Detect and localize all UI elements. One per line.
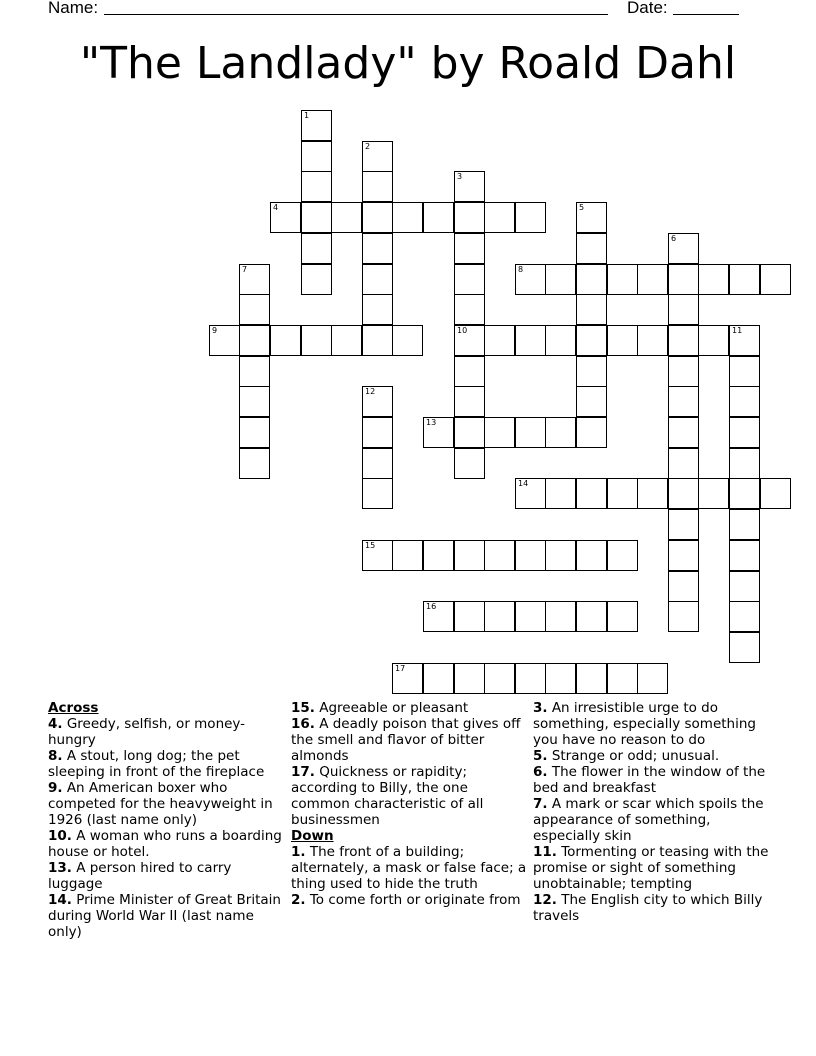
grid-cell[interactable] [515, 663, 546, 694]
grid-cell[interactable] [362, 233, 393, 264]
clue-text: A person hired to carry luggage [48, 860, 232, 892]
clues-column-3 [533, 700, 773, 924]
grid-cell[interactable] [301, 141, 332, 172]
down-clue [291, 892, 529, 908]
grid-cell[interactable] [668, 417, 699, 448]
grid-cell[interactable] [576, 202, 607, 233]
grid-cell[interactable] [545, 325, 576, 356]
grid-cell[interactable] [637, 663, 668, 694]
grid-cell[interactable] [301, 264, 332, 295]
grid-cell[interactable] [331, 325, 362, 356]
clue-number-label: 17. [291, 764, 315, 780]
grid-cell[interactable] [301, 110, 332, 141]
grid-cell[interactable] [729, 478, 760, 509]
grid-cell[interactable] [637, 478, 668, 509]
grid-cell[interactable] [362, 448, 393, 479]
grid-cell[interactable] [515, 540, 546, 571]
grid-cell[interactable] [484, 325, 515, 356]
grid-cell[interactable] [484, 202, 515, 233]
grid-cell[interactable] [576, 540, 607, 571]
grid-cell[interactable] [515, 264, 546, 295]
clue-number: 1 [304, 111, 310, 120]
grid-cell[interactable] [484, 663, 515, 694]
grid-cell[interactable] [637, 264, 668, 295]
grid-cell[interactable] [239, 294, 270, 325]
clue-text: The front of a building; alternately, a mask or false face; a thing used to hide the truth [291, 844, 527, 892]
clue-text: Agreeable or pleasant [314, 700, 469, 716]
grid-cell[interactable] [239, 417, 270, 448]
grid-cell[interactable] [362, 386, 393, 417]
across-clue [48, 780, 288, 828]
down-clue [533, 844, 773, 892]
grid-cell[interactable] [576, 356, 607, 387]
grid-cell[interactable] [362, 171, 393, 202]
grid-cell[interactable] [362, 540, 393, 571]
grid-cell[interactable] [607, 325, 638, 356]
clue-number-label: 5. [533, 748, 548, 764]
grid-cell[interactable] [484, 417, 515, 448]
grid-cell[interactable] [729, 417, 760, 448]
grid-cell[interactable] [515, 325, 546, 356]
grid-cell[interactable] [576, 417, 607, 448]
clue-number-label: 7. [533, 796, 548, 812]
grid-cell[interactable] [362, 141, 393, 172]
clue-text: A stout, long dog; the pet sleeping in front of the fireplace [48, 748, 265, 780]
grid-cell[interactable] [392, 540, 423, 571]
name-label: Name: [48, 0, 99, 17]
grid-cell[interactable] [392, 202, 423, 233]
grid-cell[interactable] [301, 202, 332, 233]
grid-cell[interactable] [362, 417, 393, 448]
grid-cell[interactable] [729, 386, 760, 417]
grid-cell[interactable] [668, 386, 699, 417]
clue-number: 13 [426, 418, 437, 427]
down-clue [533, 748, 773, 764]
clue-text: An American boxer who competed for the heavyweight in 1926 (last name only) [48, 780, 273, 828]
across-clue-list [48, 716, 288, 940]
clue-number: 3 [457, 172, 463, 181]
grid-cell[interactable] [607, 663, 638, 694]
grid-cell[interactable] [760, 478, 791, 509]
clue-text: A deadly poison that gives off the smell and flavor of bitter almonds [291, 716, 521, 764]
clue-text: To come forth or originate from [305, 892, 521, 908]
date-label: Date: [627, 0, 668, 17]
page-title: "The Landlady" by Roald Dahl [79, 38, 737, 89]
grid-cell[interactable] [668, 509, 699, 540]
down-clue-list [291, 844, 529, 908]
grid-cell[interactable] [545, 478, 576, 509]
clue-number-label: 9. [48, 780, 63, 796]
across-clue [291, 716, 529, 764]
across-clue [48, 892, 288, 940]
clue-text: Greedy, selfish, or money-hungry [48, 716, 246, 748]
clues-section [0, 700, 816, 1040]
grid-cell[interactable] [668, 601, 699, 632]
grid-cell[interactable] [209, 325, 240, 356]
grid-cell[interactable] [729, 632, 760, 663]
clue-text: Prime Minister of Great Britain during World War II (last name only) [48, 892, 281, 940]
grid-cell[interactable] [301, 325, 332, 356]
clue-text: A mark or scar which spoils the appearance of something, especially skin [533, 796, 764, 844]
clue-number: 12 [365, 387, 376, 396]
clue-number: 10 [457, 326, 468, 335]
grid-cell[interactable] [239, 386, 270, 417]
across-clue [48, 860, 288, 892]
across-heading: Across [48, 700, 99, 716]
clues-column-2 [291, 700, 529, 908]
grid-cell[interactable] [270, 325, 301, 356]
grid-cell[interactable] [423, 202, 454, 233]
clue-text: An irresistible urge to do something, especially something you have no reason to do [533, 700, 756, 748]
grid-cell[interactable] [454, 264, 485, 295]
grid-cell[interactable] [392, 663, 423, 694]
grid-cell[interactable] [301, 171, 332, 202]
grid-cell[interactable] [729, 540, 760, 571]
clue-number: 17 [395, 664, 406, 673]
clue-number-label: 6. [533, 764, 548, 780]
down-clue [291, 844, 529, 892]
across-clue [291, 700, 529, 716]
grid-cell[interactable] [668, 540, 699, 571]
clue-number-label: 14. [48, 892, 72, 908]
grid-cell[interactable] [454, 171, 485, 202]
grid-cell[interactable] [301, 233, 332, 264]
grid-cell[interactable] [515, 601, 546, 632]
grid-cell[interactable] [454, 601, 485, 632]
grid-cell[interactable] [698, 478, 729, 509]
grid-cell[interactable] [729, 264, 760, 295]
clue-number-label: 16. [291, 716, 315, 732]
grid-cell[interactable] [576, 386, 607, 417]
grid-cell[interactable] [515, 417, 546, 448]
clue-number: 7 [242, 265, 248, 274]
across-clue-list-continued [291, 700, 529, 828]
grid-cell[interactable] [576, 294, 607, 325]
clue-text: Quickness or rapidity; according to Billy, the one common characteristic of all businessmen [291, 764, 484, 828]
grid-cell[interactable] [239, 356, 270, 387]
clue-text: A woman who runs a boarding house or hotel. [48, 828, 282, 860]
grid-cell[interactable] [362, 202, 393, 233]
clue-number-label: 3. [533, 700, 548, 716]
clue-number: 6 [671, 234, 677, 243]
grid-cell[interactable] [576, 663, 607, 694]
grid-cell[interactable] [576, 601, 607, 632]
grid-cell[interactable] [729, 325, 760, 356]
clue-text: The English city to which Billy travels [533, 892, 763, 924]
clue-number: 15 [365, 541, 376, 550]
grid-cell[interactable] [668, 294, 699, 325]
grid-cell[interactable] [545, 663, 576, 694]
grid-cell[interactable] [484, 540, 515, 571]
grid-cell[interactable] [545, 540, 576, 571]
grid-cell[interactable] [362, 294, 393, 325]
grid-cell[interactable] [239, 264, 270, 295]
across-clue [48, 828, 288, 860]
grid-cell[interactable] [760, 264, 791, 295]
grid-cell[interactable] [239, 325, 270, 356]
grid-cell[interactable] [331, 202, 362, 233]
clue-number-label: 15. [291, 700, 315, 716]
grid-cell[interactable] [545, 264, 576, 295]
grid-cell[interactable] [576, 264, 607, 295]
grid-cell[interactable] [454, 202, 485, 233]
grid-cell[interactable] [362, 325, 393, 356]
clue-number: 14 [518, 479, 529, 488]
clue-number-label: 10. [48, 828, 72, 844]
clues-column-1 [48, 700, 288, 940]
grid-cell[interactable] [637, 325, 668, 356]
grid-cell[interactable] [454, 325, 485, 356]
clue-text: Strange or odd; unusual. [547, 748, 720, 764]
grid-cell[interactable] [545, 601, 576, 632]
down-clue [533, 892, 773, 924]
grid-cell[interactable] [607, 264, 638, 295]
grid-cell[interactable] [668, 478, 699, 509]
grid-cell[interactable] [454, 448, 485, 479]
grid-cell[interactable] [607, 540, 638, 571]
grid-cell[interactable] [576, 478, 607, 509]
grid-cell[interactable] [454, 417, 485, 448]
grid-cell[interactable] [668, 233, 699, 264]
grid-cell[interactable] [576, 233, 607, 264]
clue-number-label: 12. [533, 892, 557, 908]
down-clue [533, 700, 773, 748]
across-clue [48, 748, 288, 780]
grid-cell[interactable] [668, 571, 699, 602]
grid-cell[interactable] [270, 202, 301, 233]
across-clue [48, 716, 288, 748]
clue-text: The flower in the window of the bed and breakfast [533, 764, 766, 796]
clue-text: Tormenting or teasing with the promise or sight of something unobtainable; tempting [533, 844, 769, 892]
grid-cell[interactable] [729, 571, 760, 602]
clue-number: 9 [212, 326, 218, 335]
grid-cell[interactable] [668, 325, 699, 356]
clue-number: 4 [273, 203, 279, 212]
down-clue [533, 796, 773, 844]
grid-cell[interactable] [454, 233, 485, 264]
down-heading: Down [291, 828, 334, 844]
clue-number-label: 8. [48, 748, 63, 764]
grid-cell[interactable] [454, 663, 485, 694]
clue-number-label: 13. [48, 860, 72, 876]
clue-number: 11 [732, 326, 743, 335]
grid-cell[interactable] [515, 202, 546, 233]
grid-cell[interactable] [484, 601, 515, 632]
grid-cell[interactable] [454, 356, 485, 387]
grid-cell[interactable] [423, 663, 454, 694]
grid-cell[interactable] [668, 448, 699, 479]
grid-cell[interactable] [239, 448, 270, 479]
grid-cell[interactable] [515, 478, 546, 509]
grid-cell[interactable] [576, 325, 607, 356]
clue-number-label: 4. [48, 716, 63, 732]
grid-cell[interactable] [454, 386, 485, 417]
grid-cell[interactable] [454, 540, 485, 571]
grid-cell[interactable] [423, 417, 454, 448]
grid-cell[interactable] [362, 478, 393, 509]
clue-number-label: 11. [533, 844, 557, 860]
grid-cell[interactable] [454, 294, 485, 325]
clue-number: 16 [426, 602, 437, 611]
grid-cell[interactable] [729, 448, 760, 479]
grid-cell[interactable] [668, 264, 699, 295]
grid-cell[interactable] [545, 417, 576, 448]
clue-number-label: 2. [291, 892, 306, 908]
clue-number: 5 [579, 203, 585, 212]
across-clue [291, 764, 529, 828]
grid-cell[interactable] [607, 601, 638, 632]
grid-cell[interactable] [423, 540, 454, 571]
grid-cell[interactable] [698, 325, 729, 356]
grid-cell[interactable] [698, 264, 729, 295]
grid-cell[interactable] [729, 601, 760, 632]
grid-cell[interactable] [392, 325, 423, 356]
grid-cell[interactable] [729, 356, 760, 387]
down-clue [533, 764, 773, 796]
grid-cell[interactable] [362, 264, 393, 295]
grid-cell[interactable] [729, 509, 760, 540]
clue-number-label: 1. [291, 844, 306, 860]
grid-cell[interactable] [607, 478, 638, 509]
clue-number: 8 [518, 265, 524, 274]
grid-cell[interactable] [423, 601, 454, 632]
grid-cell[interactable] [668, 356, 699, 387]
down-clue-list-continued [533, 700, 773, 924]
clue-number: 2 [365, 142, 371, 151]
